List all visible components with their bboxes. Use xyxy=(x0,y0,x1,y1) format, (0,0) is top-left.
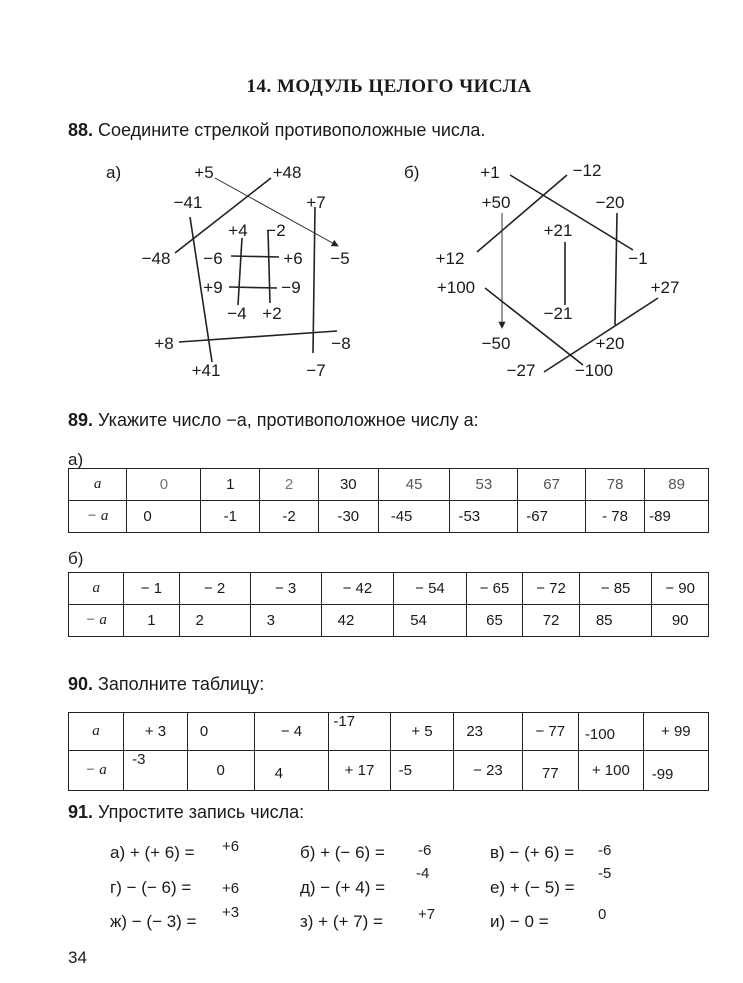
table-row xyxy=(69,469,709,501)
answer-cell[interactable]: 42 xyxy=(321,605,394,637)
number: −1 xyxy=(628,249,648,268)
task-number: 90. xyxy=(68,674,94,694)
connect-line xyxy=(313,207,315,353)
cell: − 77 xyxy=(522,713,578,751)
answer-cell[interactable]: 90 xyxy=(652,605,709,637)
cell: − 42 xyxy=(321,573,394,605)
table-row xyxy=(69,605,709,637)
answer-cell[interactable]: 85 xyxy=(579,605,652,637)
row-header: a xyxy=(69,469,127,501)
number: −2 xyxy=(266,221,286,240)
connect-line xyxy=(477,175,567,252)
answer-cell[interactable]: -17 xyxy=(329,713,390,751)
number: +21 xyxy=(543,221,573,240)
answer-cell[interactable]: -53 xyxy=(450,501,518,533)
cell: 45 xyxy=(378,469,450,501)
row-header: a xyxy=(69,713,124,751)
answer-cell[interactable]: 54 xyxy=(394,605,467,637)
answer-cell[interactable]: 0 xyxy=(127,501,201,533)
answer-cell[interactable]: 2 xyxy=(179,605,250,637)
answer-cell[interactable]: 23 xyxy=(454,713,522,751)
number: +50 xyxy=(481,193,511,212)
number: +1 xyxy=(480,163,500,182)
number: −4 xyxy=(227,304,247,323)
answer-cell[interactable]: -67 xyxy=(518,501,586,533)
number: +100 xyxy=(436,278,476,297)
exercise-expr: з) + (+ 7) = xyxy=(300,912,383,931)
task-text: Упростите запись числа: xyxy=(98,802,305,822)
exercise-expr: е) + (− 5) = xyxy=(490,878,575,897)
number: +8 xyxy=(154,334,174,353)
answer-cell[interactable]: -100 xyxy=(578,713,643,751)
answer-cell[interactable]: 72 xyxy=(523,605,580,637)
table-row xyxy=(69,713,709,751)
exercise-expr: б) + (− 6) = xyxy=(300,843,385,862)
number: −12 xyxy=(572,161,602,180)
number: −5 xyxy=(330,249,350,268)
cell: + 100 xyxy=(578,751,643,791)
connect-line xyxy=(615,213,617,325)
answer-cell[interactable]: 65 xyxy=(466,605,523,637)
cell: − 85 xyxy=(579,573,652,605)
exercise-expr: а) + (+ 6) = xyxy=(110,843,195,862)
number: +4 xyxy=(228,221,248,240)
cell: 30 xyxy=(318,469,378,501)
cell: 0 xyxy=(127,469,201,501)
number: −41 xyxy=(173,193,203,212)
cell: + 17 xyxy=(329,751,390,791)
task-91-heading xyxy=(68,802,304,823)
exercise-answer[interactable]: 0 xyxy=(598,906,607,923)
cell: − 72 xyxy=(523,573,580,605)
task-number: 89. xyxy=(68,410,94,430)
task-number: 88. xyxy=(68,120,94,140)
answer-cell[interactable]: 1 xyxy=(124,605,179,637)
number: −8 xyxy=(331,334,351,353)
table-89b xyxy=(68,572,709,637)
part-a-label: а) xyxy=(68,450,84,469)
answer-cell[interactable]: -3 xyxy=(124,751,188,791)
exercise-answer[interactable]: -6 xyxy=(418,842,432,859)
answer-cell[interactable]: -99 xyxy=(643,751,708,791)
answer-cell[interactable]: -5 xyxy=(390,751,454,791)
number: −7 xyxy=(306,361,326,380)
connect-line xyxy=(231,256,279,257)
cell: 1 xyxy=(201,469,260,501)
cell: + 99 xyxy=(643,713,708,751)
table-89a xyxy=(68,468,709,533)
number: −50 xyxy=(481,334,511,353)
task-text: Соедините стрелкой противоположные числа. xyxy=(98,120,486,140)
cell: 67 xyxy=(518,469,586,501)
cell: 78 xyxy=(586,469,645,501)
answer-cell[interactable]: 4 xyxy=(254,751,329,791)
number: −21 xyxy=(543,304,573,323)
connect-line xyxy=(268,230,270,303)
exercise-expr: д) − (+ 4) = xyxy=(300,878,386,897)
cell: + 3 xyxy=(124,713,188,751)
cell: − 23 xyxy=(454,751,522,791)
exercise-expr: ж) − (− 3) = xyxy=(110,912,197,931)
exercise-answer[interactable]: +6 xyxy=(222,880,240,897)
task-text: Укажите число −a, противоположное числу a: xyxy=(98,410,479,430)
exercise-expr: и) − 0 = xyxy=(490,912,549,931)
cell: 53 xyxy=(450,469,518,501)
page-number: 34 xyxy=(68,948,87,967)
exercise-expr: г) − (− 6) = xyxy=(110,878,192,897)
answer-cell[interactable]: 0 xyxy=(187,713,254,751)
row-header: a xyxy=(69,573,124,605)
cell: − 90 xyxy=(652,573,709,605)
exercise-answer[interactable]: -5 xyxy=(598,865,612,882)
number: −27 xyxy=(506,361,536,380)
cell: − 65 xyxy=(466,573,523,605)
table-90 xyxy=(68,712,709,791)
number: +9 xyxy=(203,278,223,297)
page-title: 14. МОДУЛЬ ЦЕЛОГО ЧИСЛА xyxy=(246,76,532,97)
answer-cell[interactable]: 77 xyxy=(522,751,578,791)
cell: + 5 xyxy=(390,713,454,751)
part-b-label: б) xyxy=(68,549,84,568)
task-88-diagrams xyxy=(0,0,743,400)
answer-cell[interactable]: -1 xyxy=(201,501,260,533)
table-row xyxy=(69,501,709,533)
answer-cell[interactable]: 3 xyxy=(250,605,321,637)
cell: 0 xyxy=(187,751,254,791)
exercise-expr: в) − (+ 6) = xyxy=(490,843,575,862)
row-header: − a xyxy=(69,501,127,533)
row-header: − a xyxy=(69,605,124,637)
cell: − 54 xyxy=(394,573,467,605)
answer-cell[interactable]: -89 xyxy=(645,501,709,533)
task-text: Заполните таблицу: xyxy=(98,674,265,694)
number: +2 xyxy=(262,304,282,323)
number: +41 xyxy=(191,361,221,380)
cell: 2 xyxy=(260,469,319,501)
cell: − 1 xyxy=(124,573,179,605)
exercise-answer[interactable]: +3 xyxy=(222,904,240,921)
task-number: 91. xyxy=(68,802,94,822)
exercise-answer[interactable]: +7 xyxy=(418,906,436,923)
cell: 89 xyxy=(645,469,709,501)
number: −9 xyxy=(281,278,301,297)
table-row xyxy=(69,573,709,605)
task-89-heading xyxy=(68,410,479,431)
connect-line xyxy=(238,238,242,305)
part-b-label: б) xyxy=(404,163,420,182)
number: +12 xyxy=(435,249,465,268)
number: −100 xyxy=(574,361,614,380)
connect-line xyxy=(485,288,583,365)
task-90-heading xyxy=(68,674,264,695)
exercise-answer[interactable]: -4 xyxy=(416,865,430,882)
number: +48 xyxy=(272,163,302,182)
number: +27 xyxy=(650,278,680,297)
number: +7 xyxy=(306,193,326,212)
cell: − 4 xyxy=(254,713,329,751)
answer-cell[interactable]: -30 xyxy=(318,501,378,533)
number: +20 xyxy=(595,334,625,353)
table-row xyxy=(69,751,709,791)
answer-cell[interactable]: - 78 xyxy=(586,501,645,533)
number: −20 xyxy=(595,193,625,212)
exercise-answer[interactable]: -6 xyxy=(598,842,612,859)
answer-cell[interactable]: -45 xyxy=(378,501,450,533)
number: −48 xyxy=(141,249,171,268)
number: +6 xyxy=(283,249,303,268)
number: −6 xyxy=(203,249,223,268)
row-header: − a xyxy=(69,751,124,791)
answer-cell[interactable]: -2 xyxy=(260,501,319,533)
exercise-answer[interactable]: +6 xyxy=(222,838,240,855)
cell: − 3 xyxy=(250,573,321,605)
connect-line xyxy=(175,178,271,253)
number: +5 xyxy=(194,163,214,182)
cell: − 2 xyxy=(179,573,250,605)
part-a-label: а) xyxy=(106,163,122,182)
connect-line xyxy=(229,287,277,288)
